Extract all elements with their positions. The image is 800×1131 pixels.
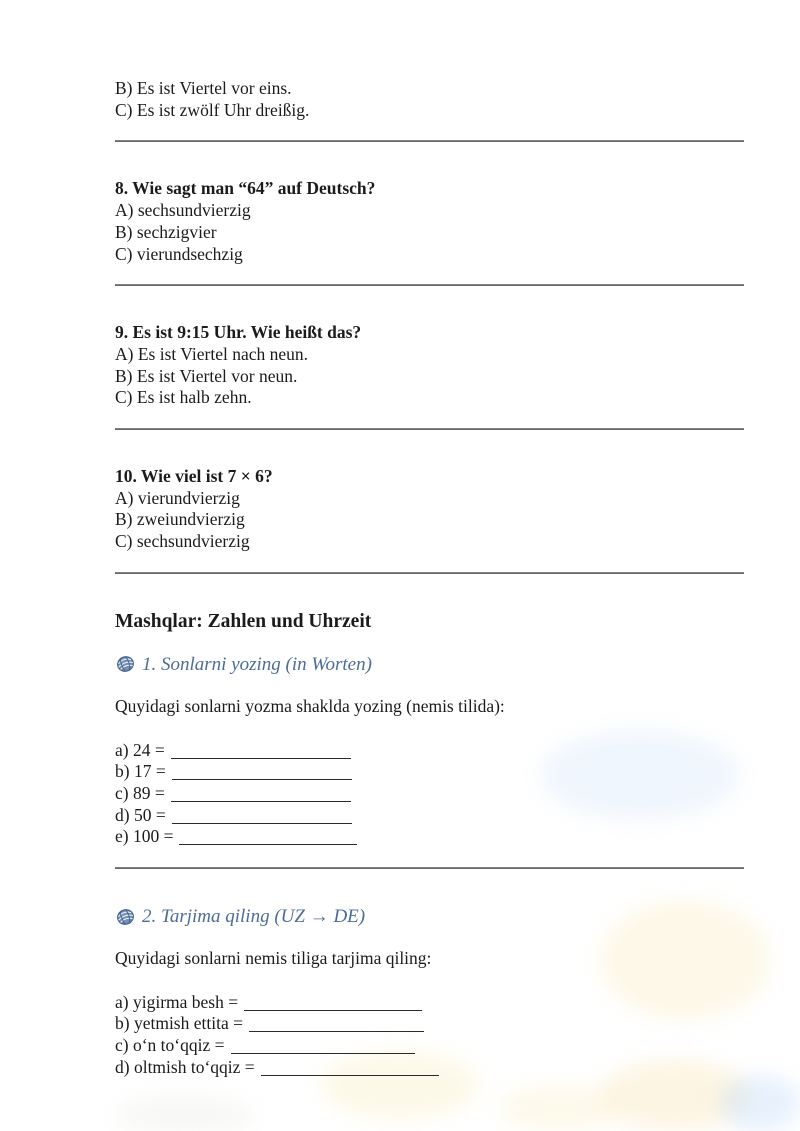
- exercise-2-instruction: Quyidagi sonlarni nemis tiliga tarjima qiling:: [115, 948, 432, 969]
- question-10: [115, 466, 744, 553]
- answer-blank: [249, 1029, 424, 1032]
- exercise-1-title: [115, 653, 744, 676]
- answer-blank: [171, 756, 351, 759]
- exercise-2-title: [115, 905, 744, 928]
- section-divider: [115, 867, 744, 869]
- fill-in-item: [115, 1035, 744, 1057]
- fill-in-item: [115, 783, 744, 805]
- exercises-heading: Mashqlar: Zahlen und Uhrzeit: [115, 610, 372, 632]
- answer-option: B) sechzigvier: [115, 221, 217, 242]
- answer-option: C) sechsundvierzig: [115, 531, 250, 552]
- answer-blank: [171, 799, 351, 802]
- section-divider: [115, 428, 744, 430]
- answer-blank: [244, 1008, 422, 1011]
- question-7-options: [115, 78, 744, 121]
- fill-in-item: [115, 992, 744, 1014]
- item-label: c) o‘n to‘qqiz =: [115, 1035, 225, 1056]
- question-8: [115, 178, 744, 265]
- answer-option: A) Es ist Viertel nach neun.: [115, 343, 309, 364]
- answer-blank: [231, 1051, 415, 1054]
- scan-artifact-blob: [720, 1075, 800, 1131]
- section-divider: [115, 572, 744, 574]
- answer-option: A) sechsundvierzig: [115, 200, 251, 221]
- answer-blank: [261, 1073, 439, 1076]
- item-label: d) 50 =: [115, 804, 166, 825]
- yarn-ball-icon: [115, 654, 136, 674]
- section-divider: [115, 140, 744, 142]
- exercise-1-instruction: Quyidagi sonlarni yozma shaklda yozing (nemis tilida):: [115, 695, 505, 716]
- question-title: 9. Es ist 9:15 Uhr. Wie heißt das?: [115, 322, 362, 343]
- section-divider: [115, 284, 744, 286]
- item-label: b) yetmish ettita =: [115, 1013, 243, 1034]
- question-9: [115, 322, 744, 409]
- yarn-ball-icon: [115, 907, 136, 927]
- answer-option: C) vierundsechzig: [115, 243, 243, 264]
- fill-in-item: [115, 740, 744, 762]
- item-label: c) 89 =: [115, 782, 165, 803]
- exercise-2-items: [115, 992, 744, 1079]
- fill-in-item: [115, 761, 744, 783]
- question-title: 8. Wie sagt man “64” auf Deutsch?: [115, 178, 376, 199]
- scan-artifact-blob: [500, 1085, 620, 1131]
- fill-in-item: [115, 805, 744, 827]
- exercise-1-items: [115, 740, 744, 849]
- fill-in-item: [115, 1013, 744, 1035]
- answer-option: A) vierundvierzig: [115, 487, 240, 508]
- scan-artifact-blob: [115, 1095, 255, 1131]
- fill-in-item: [115, 1057, 744, 1079]
- document-content: [115, 78, 744, 1079]
- answer-option: B) Es ist Viertel vor eins.: [115, 78, 292, 98]
- answer-blank: [179, 842, 357, 845]
- question-title: 10. Wie viel ist 7 × 6?: [115, 466, 273, 487]
- item-label: e) 100 =: [115, 826, 174, 847]
- exercise-title-text: 2. Tarjima qiling (UZ → DE): [142, 906, 366, 928]
- answer-option: B) zweiundvierzig: [115, 509, 245, 530]
- answer-option: B) Es ist Viertel vor neun.: [115, 365, 298, 386]
- item-label: a) 24 =: [115, 739, 165, 760]
- answer-blank: [172, 777, 352, 780]
- item-label: d) oltmish to‘qqiz =: [115, 1056, 255, 1077]
- answer-blank: [172, 821, 352, 824]
- answer-option: C) Es ist halb zehn.: [115, 387, 252, 408]
- fill-in-item: [115, 826, 744, 848]
- exercise-title-text: 1. Sonlarni yozing (in Worten): [142, 653, 372, 675]
- item-label: a) yigirma besh =: [115, 991, 239, 1012]
- item-label: b) 17 =: [115, 761, 166, 782]
- answer-option: C) Es ist zwölf Uhr dreißig.: [115, 99, 310, 120]
